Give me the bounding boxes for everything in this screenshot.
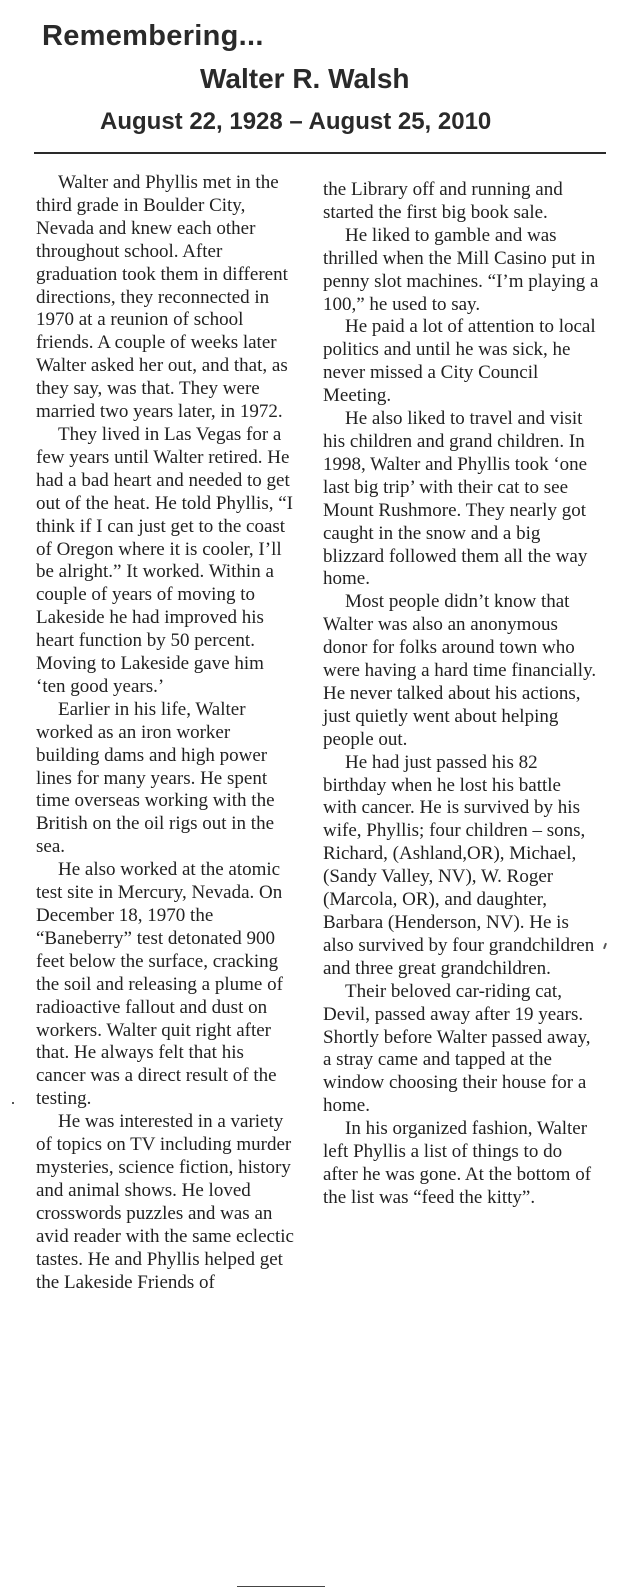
paragraph-survived: He had just passed his 82 birthday when he lost his battle with cancer. He is survived by his wife, Phyllis; four children – sons, Richard, (Ashland,OR), Michael, (Sandy Valley, NV), W. Roger (Marcola, OR), and daughter, Barbara (Henderson, NV). He is also survived by four grandchildren and three great grandchildren. <box>323 751 595 979</box>
paragraph-donor: Most people didn’t know that Walter was also an anonymous donor for folks around town who were having a hard time financially. He never talked about his actions, just quietly went about helping people out. <box>323 591 597 750</box>
heading-dates: August 22, 1928 – August 25, 2010 <box>100 108 492 135</box>
heading-name: Walter R. Walsh <box>200 63 410 94</box>
paragraph-gamble: He liked to gamble and was thrilled when the Mill Casino put in penny slot machines. “I’m playing a 100,” he used to say. <box>323 224 599 315</box>
paragraph-las-vegas: They lived in Las Vegas for a few years until Walter retired. He had a bad heart and needed to get out of the heat. He told Phyllis, “I think if I can just get to the coast of Oregon where it is cooler, I’ll be alright.” It worked. Within a couple of years of moving to Lakeside he had improved his heart function by 50 percent. Moving to Lakeside gave him ‘ten good years.’ <box>36 423 293 697</box>
paragraph-atomic-test: He also worked at the atomic test site in Mercury, Nevada. On December 18, 1970 the “Baneberry” test detonated 900 feet below the surface, cracking the soil and releasing a plume of radioactive fallout and dust on workers. Walter quit right after that. He always felt that his cancer was a direct result of the testing. <box>36 859 283 1110</box>
header-divider <box>34 152 606 154</box>
paragraph-meeting: Walter and Phyllis met in the third grade in Boulder City, Nevada and knew each other throughout school. After graduation took them in different directions, they reconnected in 1970 at a reunion of school friends. A couple of weeks later Walter asked her out, and that, as they say, was that. They were married two years later, in 1972. <box>36 172 288 423</box>
footer-divider <box>237 1586 325 1587</box>
obituary-header <box>0 0 624 150</box>
paragraph-politics: He paid a lot of attention to local politics and until he was sick, he never missed a City Council Meeting. <box>323 316 596 407</box>
paragraph-travel: He also liked to travel and visit his children and grand children. In 1998, Walter and Phyllis took ‘one last big trip’ with their cat to see Mount Rushmore. They nearly got caught in the snow and a big blizzard followed them all the way home. <box>323 408 588 590</box>
paragraph-library: the Library off and running and started the first big book sale. <box>323 179 563 223</box>
heading-remembering: Remembering... <box>42 20 264 52</box>
scan-speck <box>12 1102 14 1104</box>
left-column <box>36 172 298 1294</box>
paragraph-iron-worker: Earlier in his life, Walter worked as an iron worker building dams and high power lines for many years. He spent time overseas working with the British on the oil rigs out in the sea. <box>36 698 275 858</box>
right-column <box>323 179 599 1210</box>
scan-speck <box>603 943 607 949</box>
paragraph-interests: He was interested in a variety of topics on TV including murder mysteries, science fiction, history and animal shows. He loved crosswords puzzles and was an avid reader with the same eclectic tastes. He and Phyllis helped get the Lakeside Friends of <box>36 1111 294 1293</box>
paragraph-kitty: In his organized fashion, Walter left Phyllis a list of things to do after he was gone. At the bottom of the list was “feed the kitty”. <box>323 1118 592 1208</box>
paragraph-cat: Their beloved car-riding cat, Devil, passed away after 19 years. Shortly before Walter passed away, a stray came and tapped at the window choosing their house for a home. <box>323 980 591 1117</box>
